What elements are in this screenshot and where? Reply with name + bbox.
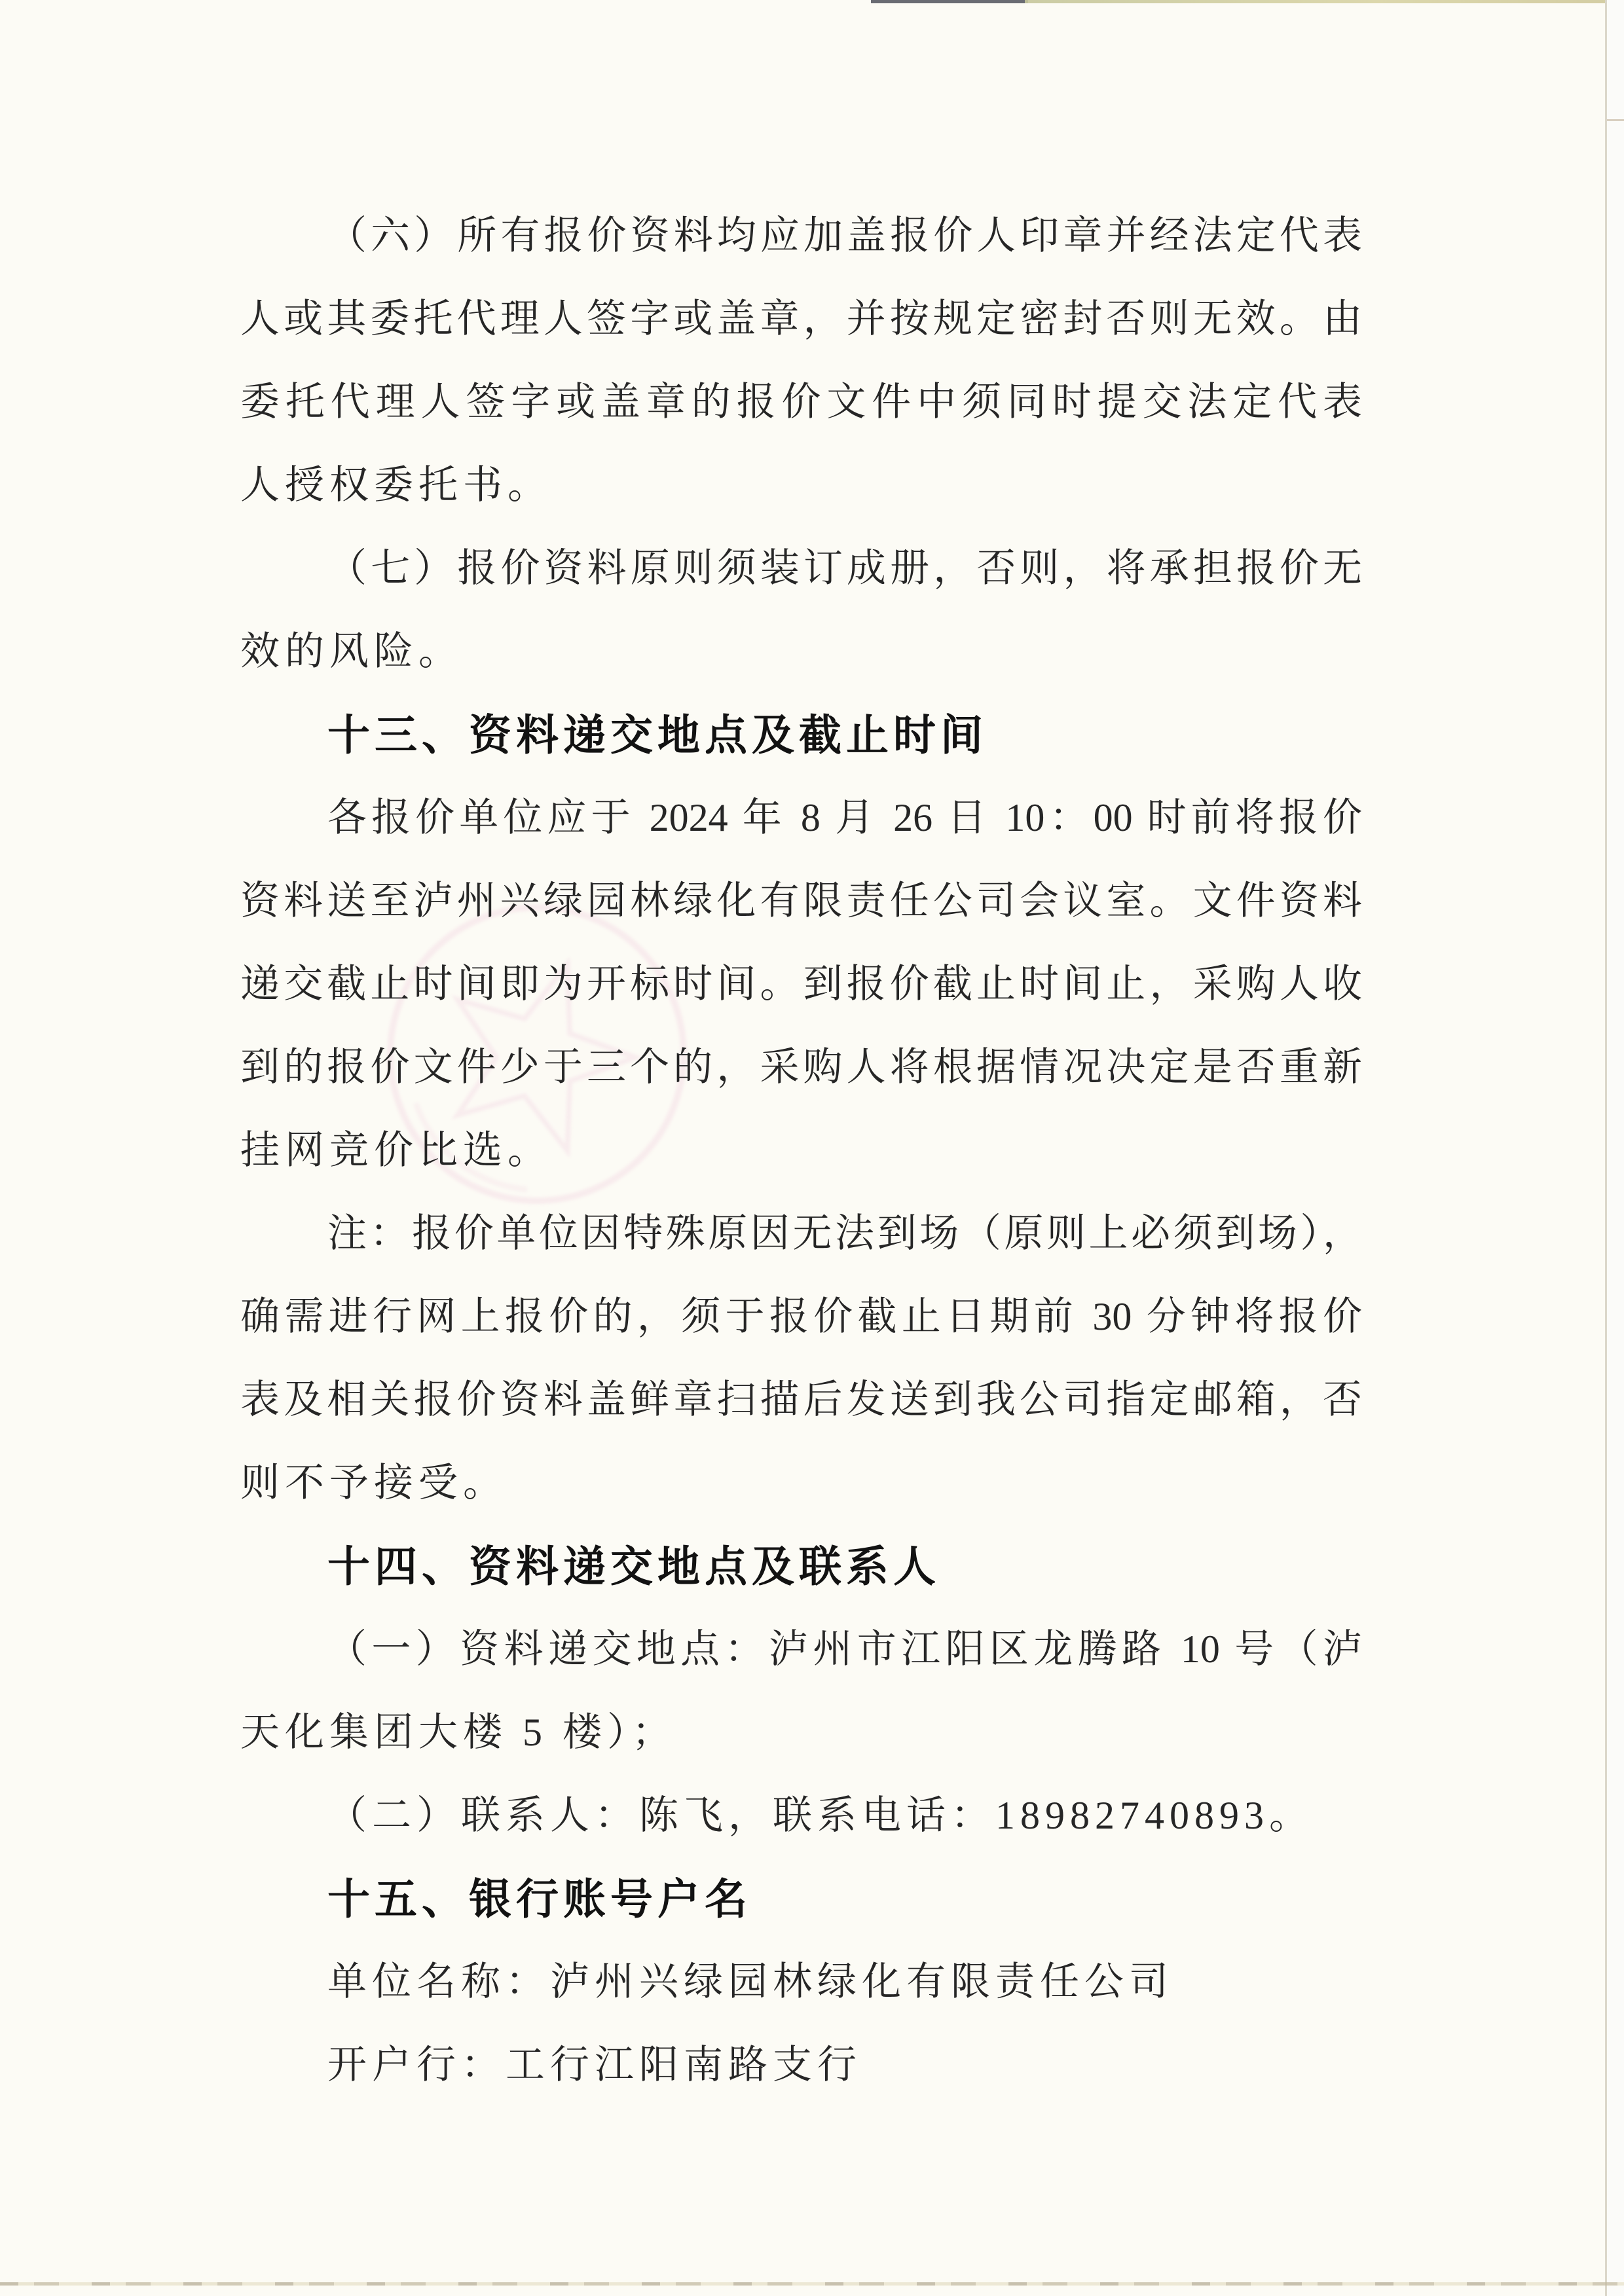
document-line: 开户行：工行江阳南路支行 (327, 2043, 862, 2086)
document-line: 人或其委托代理人签字或盖章，并按规定密封否则无效。由 (240, 297, 1362, 340)
document-line: 到的报价文件少于三个的，采购人将根据情况决定是否重新 (240, 1046, 1362, 1089)
document-line: 委托代理人签字或盖章的报价文件中须同时提交法定代表 (240, 380, 1362, 424)
document-line: 表及相关报价资料盖鲜章扫描后发送到我公司指定邮箱，否 (240, 1378, 1362, 1421)
document-line: 则不予接受。 (240, 1461, 507, 1504)
document-line: 资料送至泸州兴绿园林绿化有限责任公司会议室。文件资料 (240, 879, 1362, 922)
scan-bottom-edge-artifact (0, 2282, 1624, 2286)
document-line: （一）资料递交地点：泸州市江阳区龙腾路 10 号（泸 (327, 1628, 1362, 1671)
scan-right-notch-artifact (1607, 119, 1624, 121)
document-line: 注：报价单位因特殊原因无法到场（原则上必须到场）， (327, 1212, 1362, 1255)
document-body (240, 194, 1362, 2107)
document-line: 效的风险。 (240, 630, 463, 673)
document-line: 单位名称：泸州兴绿园林绿化有限责任公司 (327, 1960, 1173, 2003)
document-line: （七）报价资料原则须装订成册，否则，将承担报价无 (327, 547, 1362, 590)
scan-top-edge-artifact (871, 0, 1028, 3)
paper-right-edge-line (1605, 0, 1607, 2296)
document-line: 挂网竞价比选。 (240, 1129, 552, 1172)
section-heading: 十五、银行账号户名 (327, 1875, 752, 1923)
document-line: 各报价单位应于 2024 年 8 月 26 日 10：00 时前将报价 (327, 796, 1362, 839)
scan-top-edge-tint (1025, 0, 1611, 3)
document-line: 确需进行网上报价的，须于报价截止日期前 30 分钟将报价 (240, 1295, 1362, 1338)
document-line: （二）联系人：陈飞，联系电话：18982740893。 (327, 1794, 1314, 1837)
scan-right-margin-strip (1607, 0, 1624, 2296)
document-line: 人授权委托书。 (240, 464, 552, 507)
document-line: （六）所有报价资料均应加盖报价人印章并经法定代表 (327, 214, 1362, 257)
document-line: 递交截止时间即为开标时间。到报价截止时间止，采购人收 (240, 962, 1362, 1006)
document-line: 天化集团大楼 5 楼）； (240, 1711, 676, 1754)
section-heading: 十三、资料递交地点及截止时间 (327, 711, 988, 759)
section-heading: 十四、资料递交地点及联系人 (327, 1542, 941, 1590)
